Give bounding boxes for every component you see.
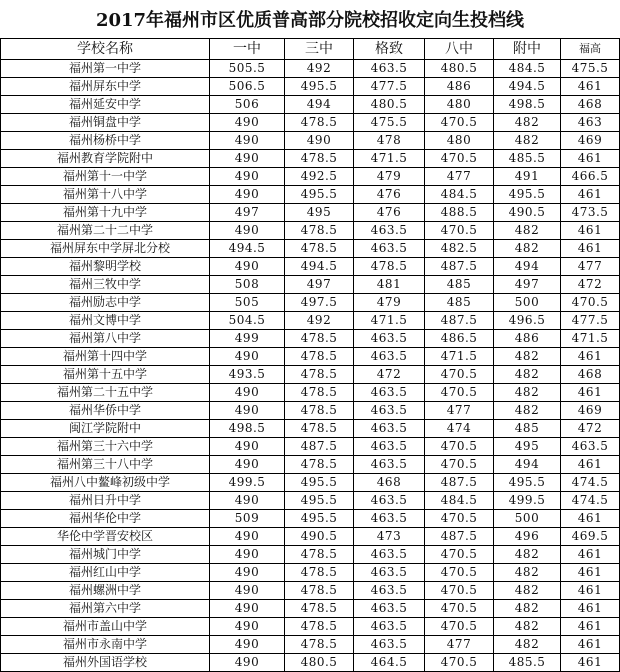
score-cell: 478.5: [285, 384, 354, 402]
header-bazhong: 八中: [425, 39, 494, 60]
score-cell: 508: [210, 276, 285, 294]
score-cell: 470.5: [425, 384, 494, 402]
score-cell: 461: [561, 510, 620, 528]
score-cell: 487.5: [425, 312, 494, 330]
table-row: [1, 276, 620, 294]
score-cell: 477: [561, 258, 620, 276]
score-cell: 461: [561, 456, 620, 474]
school-name-cell: 福州螺洲中学: [1, 582, 210, 600]
score-cell: 461: [561, 636, 620, 654]
score-cell: 479: [354, 294, 425, 312]
score-cell: 461: [561, 222, 620, 240]
score-cell: 470.5: [425, 438, 494, 456]
score-cell: 470.5: [425, 618, 494, 636]
score-cell: 473: [354, 528, 425, 546]
score-cell: 468: [354, 474, 425, 492]
score-cell: 461: [561, 582, 620, 600]
score-cell: 472: [561, 276, 620, 294]
score-cell: 469: [561, 132, 620, 150]
school-name-cell: 福州第八中学: [1, 330, 210, 348]
score-cell: 474.5: [561, 492, 620, 510]
score-cell: 478.5: [285, 636, 354, 654]
score-cell: 495.5: [285, 78, 354, 96]
score-cell: 463.5: [354, 492, 425, 510]
table-row: [1, 366, 620, 384]
score-cell: 495: [285, 204, 354, 222]
score-cell: 490.5: [494, 204, 561, 222]
score-cell: 495.5: [285, 474, 354, 492]
score-cell: 476: [354, 186, 425, 204]
score-cell: 490: [210, 492, 285, 510]
score-cell: 487.5: [425, 528, 494, 546]
score-cell: 461: [561, 600, 620, 618]
table-row: [1, 402, 620, 420]
header-sanzhong: 三中: [285, 39, 354, 60]
score-cell: 490: [210, 168, 285, 186]
score-cell: 476: [354, 204, 425, 222]
score-cell: 490: [210, 600, 285, 618]
table-row: [1, 654, 620, 672]
score-cell: 495.5: [285, 492, 354, 510]
score-cell: 482: [494, 132, 561, 150]
score-cell: 495.5: [285, 186, 354, 204]
score-cell: 471.5: [354, 312, 425, 330]
table-row: [1, 492, 620, 510]
score-cell: 493.5: [210, 366, 285, 384]
school-name-cell: 福州市盖山中学: [1, 618, 210, 636]
table-body: [1, 60, 620, 672]
school-name-cell: 福州日升中学: [1, 492, 210, 510]
score-cell: 482: [494, 636, 561, 654]
score-cell: 495.5: [494, 186, 561, 204]
score-cell: 485.5: [494, 150, 561, 168]
score-cell: 506.5: [210, 78, 285, 96]
score-cell: 490: [210, 636, 285, 654]
table-row: [1, 456, 620, 474]
school-name-cell: 华伦中学晋安校区: [1, 528, 210, 546]
score-cell: 463.5: [354, 582, 425, 600]
score-cell: 477: [425, 636, 494, 654]
score-cell: 463.5: [354, 222, 425, 240]
score-cell: 490: [285, 132, 354, 150]
score-cell: 486: [494, 330, 561, 348]
score-cell: 482: [494, 402, 561, 420]
school-name-cell: 福州第十一中学: [1, 168, 210, 186]
table-row: [1, 60, 620, 78]
score-cell: 494: [494, 456, 561, 474]
school-name-cell: 福州铜盘中学: [1, 114, 210, 132]
table-row: [1, 150, 620, 168]
score-cell: 490: [210, 222, 285, 240]
school-name-cell: 福州华侨中学: [1, 402, 210, 420]
score-cell: 463: [561, 114, 620, 132]
score-cell: 463.5: [354, 330, 425, 348]
score-cell: 494.5: [494, 78, 561, 96]
score-cell: 464.5: [354, 654, 425, 672]
table-row: [1, 78, 620, 96]
score-cell: 478.5: [285, 366, 354, 384]
score-cell: 478.5: [354, 258, 425, 276]
score-cell: 463.5: [354, 564, 425, 582]
score-cell: 490: [210, 564, 285, 582]
score-cell: 478.5: [285, 150, 354, 168]
score-cell: 478.5: [285, 348, 354, 366]
school-name-cell: 福州第十四中学: [1, 348, 210, 366]
score-cell: 497: [494, 276, 561, 294]
table-row: [1, 240, 620, 258]
score-cell: 470.5: [425, 456, 494, 474]
score-cell: 482: [494, 618, 561, 636]
score-cell: 482: [494, 582, 561, 600]
score-cell: 482: [494, 240, 561, 258]
score-cell: 461: [561, 546, 620, 564]
school-name-cell: 福州第三十八中学: [1, 456, 210, 474]
score-cell: 479: [354, 168, 425, 186]
score-cell: 484.5: [494, 60, 561, 78]
school-name-cell: 福州第十五中学: [1, 366, 210, 384]
score-cell: 463.5: [354, 348, 425, 366]
score-cell: 482: [494, 384, 561, 402]
score-cell: 477.5: [354, 78, 425, 96]
header-fuzhong: 附中: [494, 39, 561, 60]
score-cell: 477.5: [561, 312, 620, 330]
score-cell: 497: [285, 276, 354, 294]
table-row: [1, 204, 620, 222]
score-cell: 463.5: [354, 60, 425, 78]
score-cell: 470.5: [425, 546, 494, 564]
school-name-cell: 福州杨桥中学: [1, 132, 210, 150]
header-yizhong: 一中: [210, 39, 285, 60]
score-cell: 494: [285, 96, 354, 114]
score-cell: 478.5: [285, 456, 354, 474]
table-row: [1, 312, 620, 330]
score-cell: 474.5: [561, 474, 620, 492]
score-cell: 500: [494, 510, 561, 528]
score-cell: 461: [561, 78, 620, 96]
table-row: [1, 114, 620, 132]
score-cell: 463.5: [354, 618, 425, 636]
score-cell: 478: [354, 132, 425, 150]
score-cell: 492: [285, 312, 354, 330]
score-cell: 490: [210, 384, 285, 402]
table-row: [1, 222, 620, 240]
score-cell: 496: [494, 528, 561, 546]
school-name-cell: 福州三牧中学: [1, 276, 210, 294]
score-cell: 495.5: [285, 510, 354, 528]
header-fugao: 福高: [561, 39, 620, 60]
school-name-cell: 福州华伦中学: [1, 510, 210, 528]
score-cell: 478.5: [285, 600, 354, 618]
score-cell: 480: [425, 132, 494, 150]
score-cell: 461: [561, 618, 620, 636]
score-cell: 478.5: [285, 222, 354, 240]
school-name-cell: 福州第三十六中学: [1, 438, 210, 456]
score-cell: 473.5: [561, 204, 620, 222]
score-cell: 461: [561, 654, 620, 672]
table-row: [1, 618, 620, 636]
table-row: [1, 330, 620, 348]
score-cell: 466.5: [561, 168, 620, 186]
score-cell: 469.5: [561, 528, 620, 546]
score-cell: 486.5: [425, 330, 494, 348]
score-cell: 497.5: [285, 294, 354, 312]
table-row: [1, 474, 620, 492]
table-row: [1, 168, 620, 186]
score-cell: 463.5: [354, 546, 425, 564]
score-cell: 484.5: [425, 492, 494, 510]
score-cell: 482: [494, 366, 561, 384]
school-name-cell: 福州第二十二中学: [1, 222, 210, 240]
score-cell: 470.5: [425, 564, 494, 582]
table-row: [1, 420, 620, 438]
score-cell: 470.5: [425, 600, 494, 618]
score-cell: 490: [210, 528, 285, 546]
table-row: [1, 564, 620, 582]
score-cell: 480.5: [285, 654, 354, 672]
score-cell: 463.5: [354, 384, 425, 402]
score-cell: 490.5: [285, 528, 354, 546]
score-cell: 494.5: [285, 258, 354, 276]
score-cell: 478.5: [285, 564, 354, 582]
school-name-cell: 福州第一中学: [1, 60, 210, 78]
table-row: [1, 546, 620, 564]
score-cell: 461: [561, 564, 620, 582]
score-cell: 461: [561, 186, 620, 204]
score-cell: 490: [210, 582, 285, 600]
score-cell: 470.5: [425, 114, 494, 132]
score-cell: 480: [425, 96, 494, 114]
score-cell: 506: [210, 96, 285, 114]
score-cell: 470.5: [425, 654, 494, 672]
score-cell: 477: [425, 402, 494, 420]
score-cell: 485: [494, 420, 561, 438]
score-cell: 471.5: [561, 330, 620, 348]
score-cell: 496.5: [494, 312, 561, 330]
school-name-cell: 福州红山中学: [1, 564, 210, 582]
score-cell: 509: [210, 510, 285, 528]
school-name-cell: 福州第十八中学: [1, 186, 210, 204]
score-cell: 470.5: [425, 222, 494, 240]
score-cell: 495: [494, 438, 561, 456]
table-row: [1, 510, 620, 528]
score-cell: 474: [425, 420, 494, 438]
score-cell: 497: [210, 204, 285, 222]
score-table: [0, 38, 620, 672]
score-cell: 495.5: [494, 474, 561, 492]
score-cell: 490: [210, 402, 285, 420]
score-cell: 477: [425, 168, 494, 186]
score-cell: 482.5: [425, 240, 494, 258]
school-name-cell: 福州延安中学: [1, 96, 210, 114]
score-cell: 487.5: [285, 438, 354, 456]
score-cell: 470.5: [425, 366, 494, 384]
score-cell: 482: [494, 222, 561, 240]
score-cell: 484.5: [425, 186, 494, 204]
score-cell: 490: [210, 258, 285, 276]
score-cell: 490: [210, 348, 285, 366]
score-cell: 494: [494, 258, 561, 276]
score-cell: 478.5: [285, 618, 354, 636]
school-name-cell: 福州八中鳌峰初级中学: [1, 474, 210, 492]
school-name-cell: 福州教育学院附中: [1, 150, 210, 168]
score-cell: 491: [494, 168, 561, 186]
score-cell: 463.5: [354, 438, 425, 456]
score-cell: 482: [494, 348, 561, 366]
score-cell: 480.5: [425, 60, 494, 78]
score-cell: 486: [425, 78, 494, 96]
school-name-cell: 福州外国语学校: [1, 654, 210, 672]
score-cell: 478.5: [285, 240, 354, 258]
score-cell: 463.5: [354, 456, 425, 474]
score-cell: 494.5: [210, 240, 285, 258]
table-row: [1, 96, 620, 114]
score-cell: 468: [561, 96, 620, 114]
score-cell: 463.5: [561, 438, 620, 456]
score-cell: 482: [494, 546, 561, 564]
table-row: [1, 528, 620, 546]
score-cell: 485: [425, 276, 494, 294]
score-cell: 463.5: [354, 600, 425, 618]
score-cell: 478.5: [285, 330, 354, 348]
table-row: [1, 294, 620, 312]
score-cell: 478.5: [285, 402, 354, 420]
score-cell: 487.5: [425, 474, 494, 492]
score-cell: 488.5: [425, 204, 494, 222]
score-cell: 461: [561, 384, 620, 402]
table-row: [1, 384, 620, 402]
score-cell: 472: [354, 366, 425, 384]
score-cell: 505: [210, 294, 285, 312]
score-cell: 490: [210, 438, 285, 456]
score-cell: 487.5: [425, 258, 494, 276]
score-cell: 490: [210, 456, 285, 474]
score-cell: 482: [494, 564, 561, 582]
school-name-cell: 福州文博中学: [1, 312, 210, 330]
school-name-cell: 福州第十九中学: [1, 204, 210, 222]
score-cell: 463.5: [354, 240, 425, 258]
score-cell: 480.5: [354, 96, 425, 114]
score-cell: 490: [210, 150, 285, 168]
score-cell: 499: [210, 330, 285, 348]
school-name-cell: 福州黎明学校: [1, 258, 210, 276]
score-cell: 475.5: [354, 114, 425, 132]
score-cell: 492.5: [285, 168, 354, 186]
table-row: [1, 636, 620, 654]
score-cell: 498.5: [210, 420, 285, 438]
score-cell: 485.5: [494, 654, 561, 672]
score-cell: 468: [561, 366, 620, 384]
school-name-cell: 福州屏东中学屏北分校: [1, 240, 210, 258]
score-cell: 499.5: [494, 492, 561, 510]
score-cell: 469: [561, 402, 620, 420]
table-row: [1, 132, 620, 150]
score-cell: 478.5: [285, 420, 354, 438]
score-cell: 505.5: [210, 60, 285, 78]
score-cell: 472: [561, 420, 620, 438]
score-cell: 461: [561, 240, 620, 258]
score-cell: 463.5: [354, 402, 425, 420]
school-name-cell: 闽江学院附中: [1, 420, 210, 438]
score-cell: 485: [425, 294, 494, 312]
score-cell: 478.5: [285, 546, 354, 564]
score-cell: 482: [494, 114, 561, 132]
score-cell: 498.5: [494, 96, 561, 114]
table-row: [1, 600, 620, 618]
score-cell: 499.5: [210, 474, 285, 492]
score-cell: 470.5: [425, 510, 494, 528]
school-name-cell: 福州市永南中学: [1, 636, 210, 654]
score-cell: 490: [210, 618, 285, 636]
score-cell: 504.5: [210, 312, 285, 330]
score-cell: 500: [494, 294, 561, 312]
score-cell: 481: [354, 276, 425, 294]
table-row: [1, 438, 620, 456]
score-cell: 478.5: [285, 582, 354, 600]
score-cell: 490: [210, 546, 285, 564]
table-row: [1, 186, 620, 204]
score-cell: 470.5: [561, 294, 620, 312]
school-name-cell: 福州励志中学: [1, 294, 210, 312]
table-row: [1, 258, 620, 276]
score-cell: 463.5: [354, 636, 425, 654]
score-cell: 492: [285, 60, 354, 78]
school-name-cell: 福州第二十五中学: [1, 384, 210, 402]
score-cell: 490: [210, 654, 285, 672]
table-row: [1, 582, 620, 600]
table-row: [1, 348, 620, 366]
score-cell: 490: [210, 114, 285, 132]
school-name-cell: 福州屏东中学: [1, 78, 210, 96]
school-name-cell: 福州第六中学: [1, 600, 210, 618]
page-title: 2017年福州市区优质普高部分院校招收定向生投档线: [95, 10, 525, 31]
score-cell: 470.5: [425, 150, 494, 168]
score-cell: 461: [561, 348, 620, 366]
score-cell: 470.5: [425, 582, 494, 600]
score-cell: 482: [494, 600, 561, 618]
score-cell: 461: [561, 150, 620, 168]
header-row: [1, 39, 620, 60]
score-cell: 471.5: [425, 348, 494, 366]
header-school: 学校名称: [1, 39, 210, 60]
score-cell: 490: [210, 186, 285, 204]
score-cell: 475.5: [561, 60, 620, 78]
score-cell: 490: [210, 132, 285, 150]
score-cell: 463.5: [354, 510, 425, 528]
header-gezhi: 格致: [354, 39, 425, 60]
school-name-cell: 福州城门中学: [1, 546, 210, 564]
score-cell: 478.5: [285, 114, 354, 132]
score-cell: 471.5: [354, 150, 425, 168]
score-cell: 463.5: [354, 420, 425, 438]
